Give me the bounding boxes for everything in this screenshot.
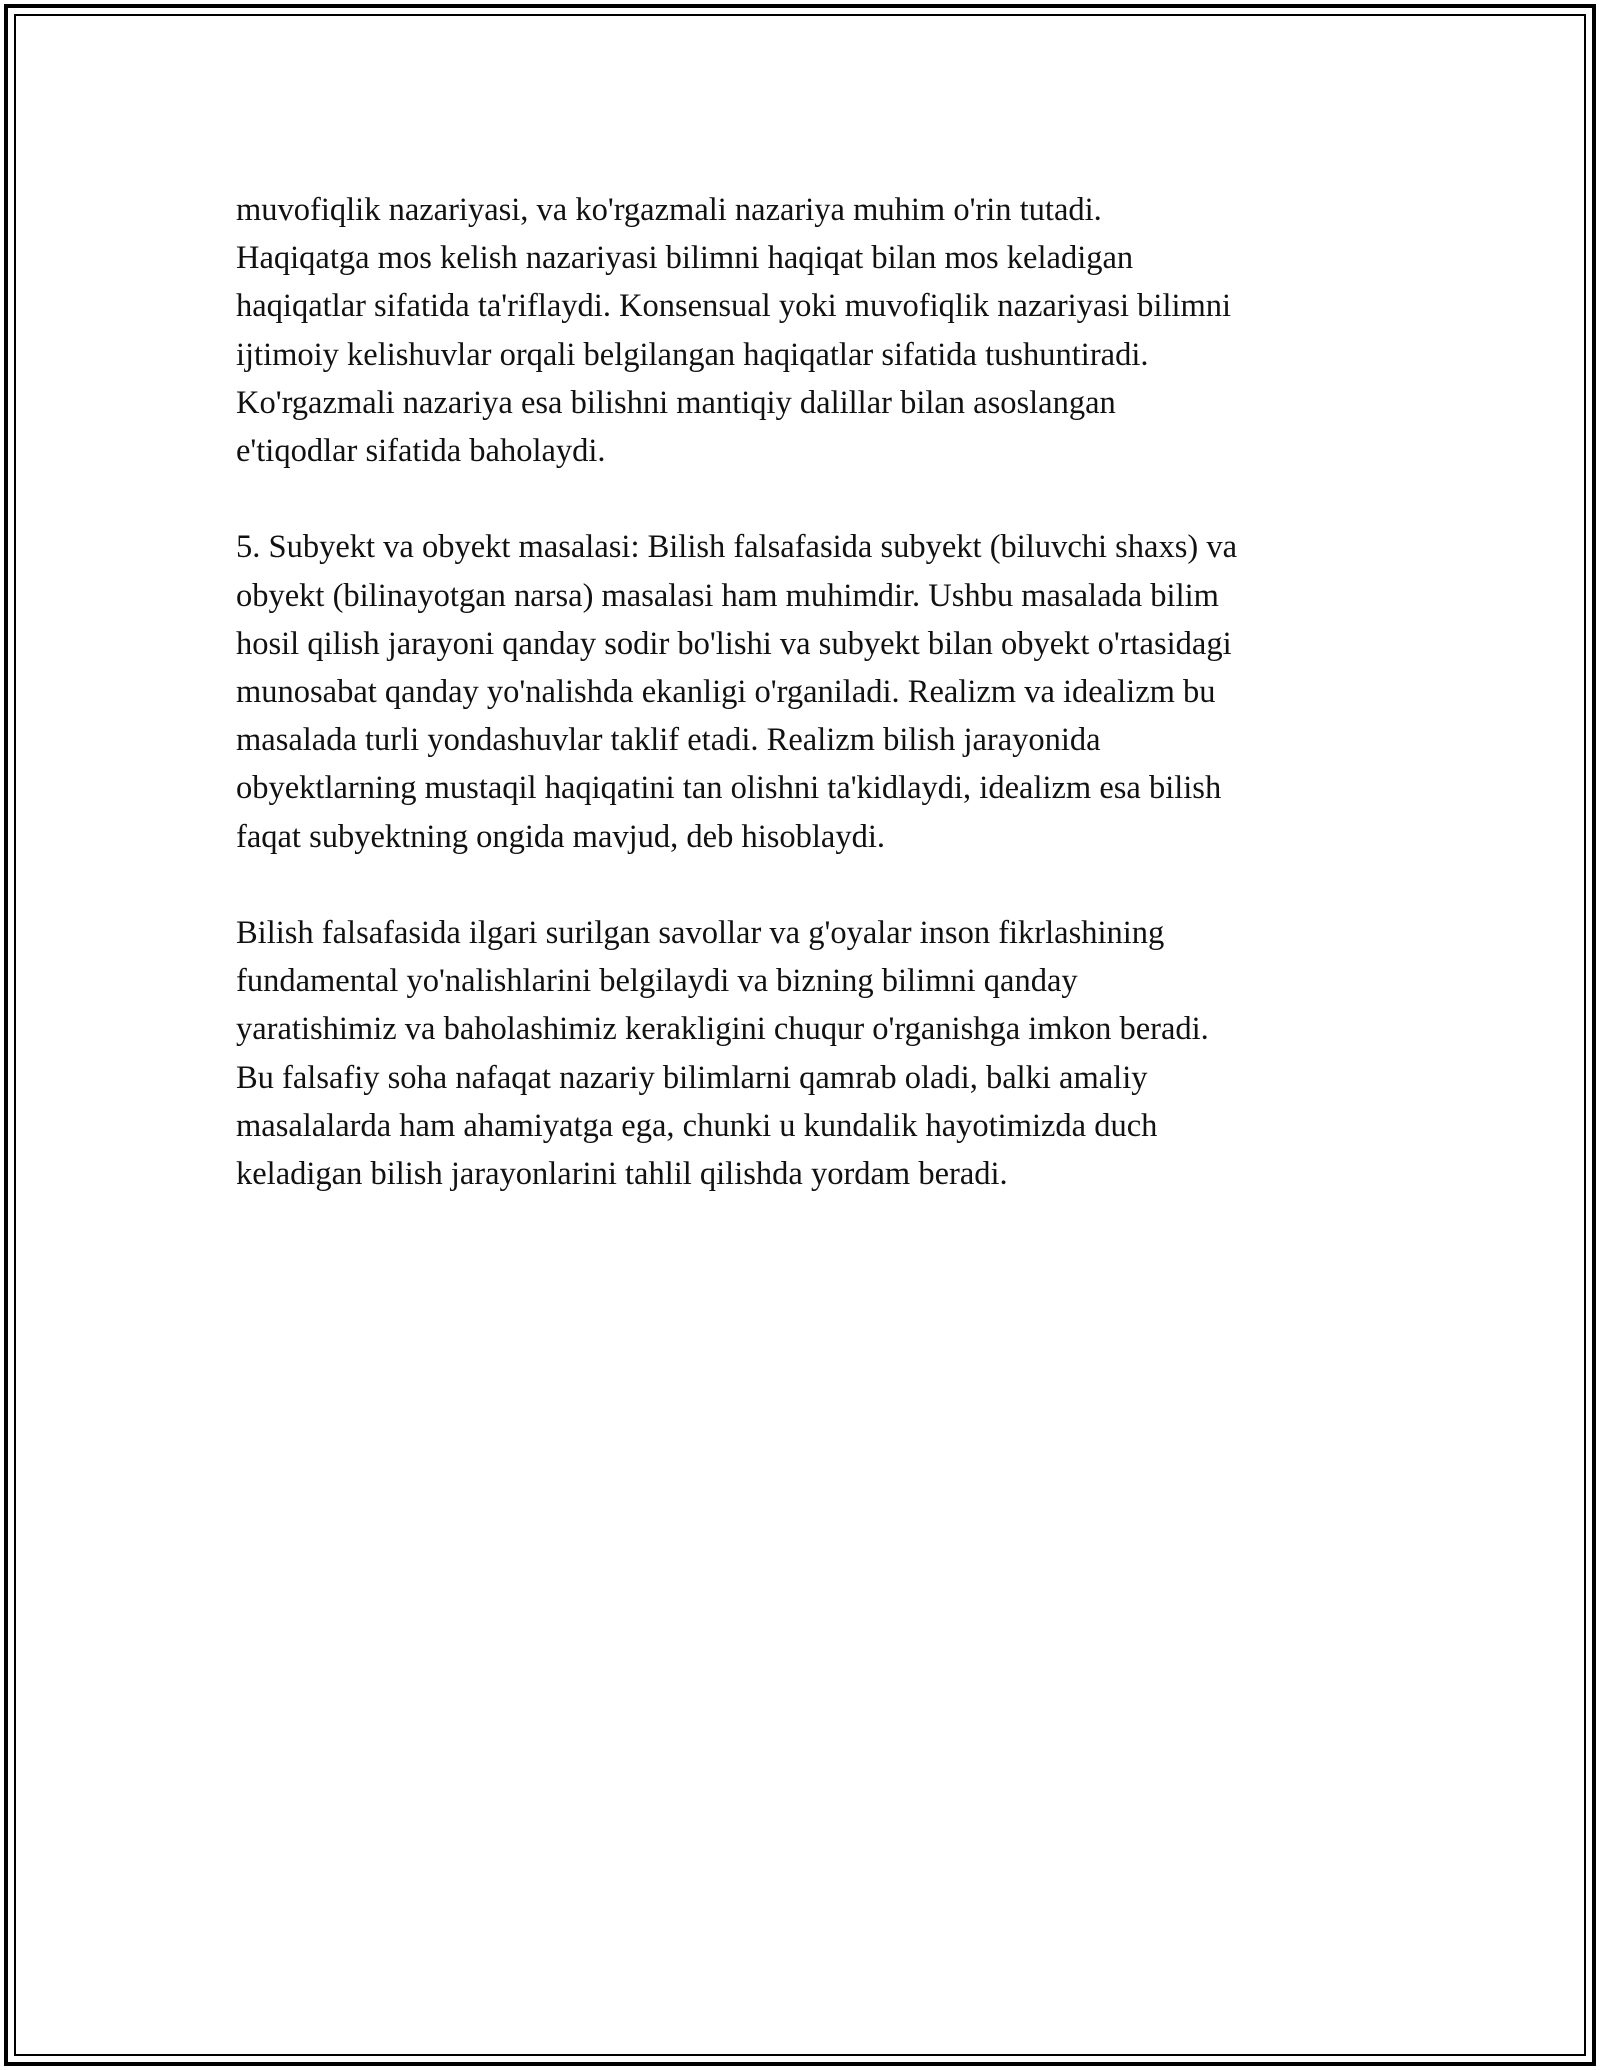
text-line: masalalarda ham ahamiyatga ega, chunki u kundalik hayotimizda duch — [236, 1107, 1158, 1144]
text-line: Haqiqatga mos kelish nazariyasi bilimni haqiqat bilan mos keladigan — [236, 240, 1134, 277]
text-line: ijtimoiy kelishuvlar orqali belgilangan haqiqatlar sifatida tushuntiradi. — [236, 336, 1149, 373]
text-line: Bilish falsafasida ilgari surilgan savollar va g'oyalar inson fikrlashining — [236, 915, 1165, 952]
text-line: yaratishimiz va baholashimiz kerakligini chuqur o'rganishga imkon beradi. — [236, 1011, 1209, 1048]
text-line: faqat subyektning ongida mavjud, deb hisoblaydi. — [236, 818, 885, 855]
document-body — [236, 186, 1386, 1246]
paragraph-conclusion — [236, 909, 1386, 1198]
paragraph-theories — [236, 186, 1386, 475]
text-line: keladigan bilish jarayonlarini tahlil qilishda yordam beradi. — [236, 1156, 1008, 1193]
text-line: hosil qilish jarayoni qanday sodir bo'lishi va subyekt bilan obyekt o'rtasidagi — [236, 625, 1232, 662]
text-line: haqiqatlar sifatida ta'riflaydi. Konsensual yoki muvofiqlik nazariyasi bilimni — [236, 288, 1232, 325]
text-line: 5. Subyekt va obyekt masalasi: Bilish falsafasida subyekt (biluvchi shaxs) va — [236, 529, 1237, 566]
text-line: masalada turli yondashuvlar taklif etadi. Realizm bilish jarayonida — [236, 722, 1101, 759]
paragraph-subject-object — [236, 523, 1386, 860]
text-line: Bu falsafiy soha nafaqat nazariy bilimlarni qamrab oladi, balki amaliy — [236, 1059, 1148, 1096]
text-line: fundamental yo'nalishlarini belgilaydi va bizning bilimni qanday — [236, 963, 1078, 1000]
text-line: obyektlarning mustaqil haqiqatini tan olishni ta'kidlaydi, idealizm esa bilish — [236, 770, 1222, 807]
text-line: muvofiqlik nazariyasi, va ko'rgazmali nazariya muhim o'rin tutadi. — [236, 192, 1102, 228]
text-line: munosabat qanday yo'nalishda ekanligi o'rganiladi. Realizm va idealizm bu — [236, 674, 1216, 711]
text-line: obyekt (bilinayotgan narsa) masalasi ham muhimdir. Ushbu masalada bilim — [236, 577, 1219, 614]
text-line: Ko'rgazmali nazariya esa bilishni mantiqiy dalillar bilan asoslangan — [236, 384, 1116, 421]
text-line: e'tiqodlar sifatida baholaydi. — [236, 433, 606, 470]
